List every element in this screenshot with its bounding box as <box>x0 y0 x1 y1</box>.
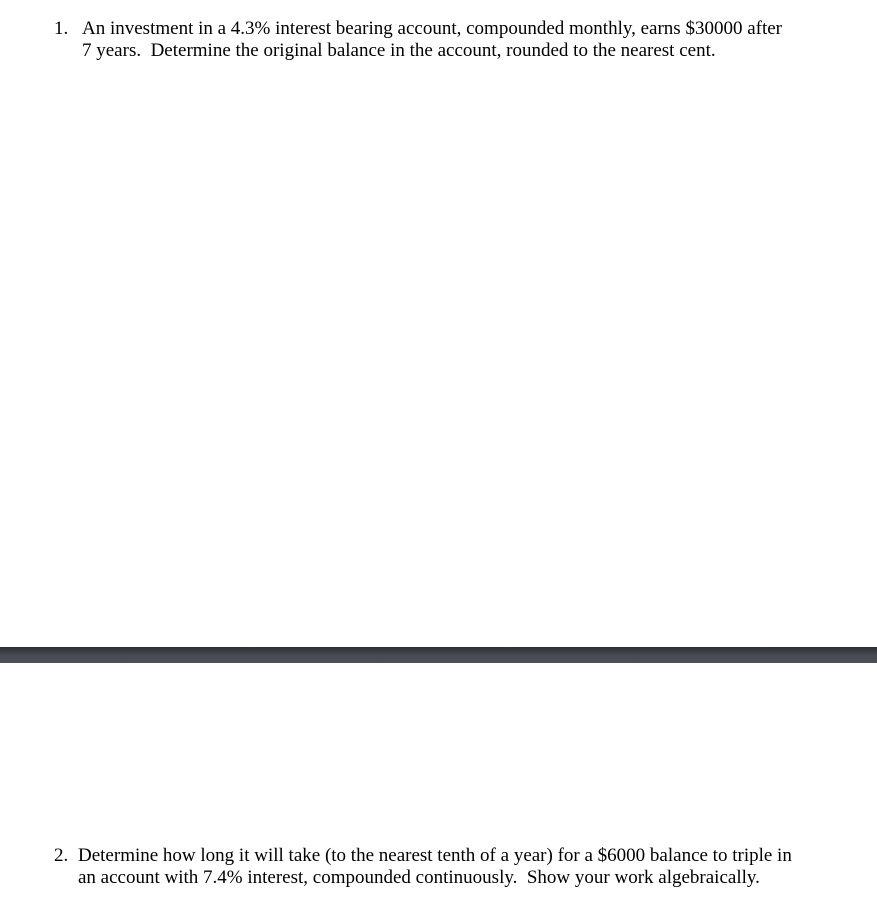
question-line: An investment in a 4.3% interest bearing account, compounded monthly, earns $30000 after <box>82 18 782 39</box>
question-line: an account with 7.4% interest, compounded continuously. Show your work algebraically. <box>78 867 760 888</box>
question-text <box>78 845 792 889</box>
question-1 <box>54 18 854 62</box>
question-text <box>82 18 782 62</box>
document-page-2 <box>0 663 877 904</box>
question-2 <box>54 845 854 889</box>
question-line: 7 years. Determine the original balance in the account, rounded to the nearest cent. <box>82 40 716 61</box>
question-line: Determine how long it will take (to the nearest tenth of a year) for a $6000 balance to triple in <box>78 845 792 866</box>
question-number: 1. <box>54 18 69 39</box>
page-separator <box>0 647 877 663</box>
question-number: 2. <box>54 845 69 866</box>
